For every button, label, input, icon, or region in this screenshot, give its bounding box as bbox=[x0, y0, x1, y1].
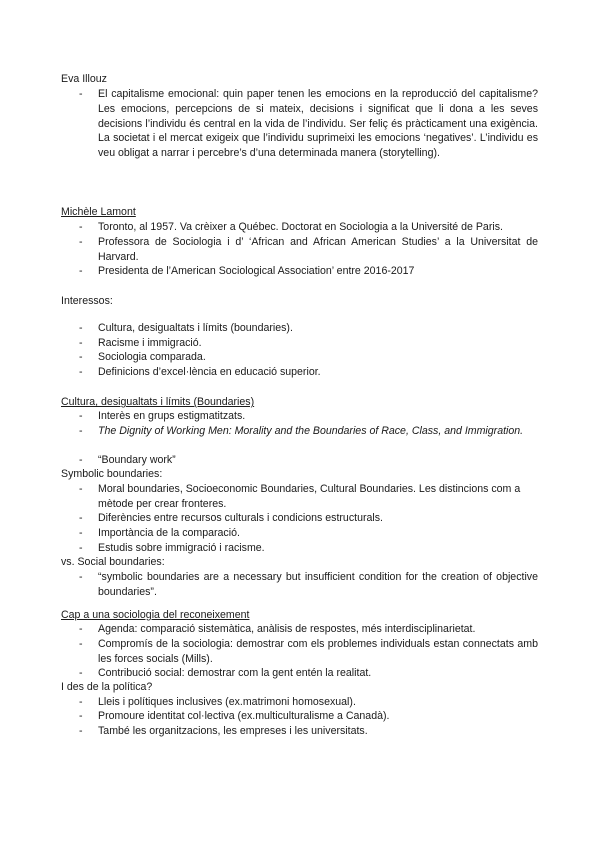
bullet-dash: - bbox=[79, 265, 83, 277]
bullet-dash: - bbox=[79, 483, 83, 495]
bullet-dash: - bbox=[79, 221, 83, 233]
bullet-dash: - bbox=[79, 638, 83, 650]
quote-item: “symbolic boundaries are a necessary but insufficient condition for the creation of objective boundaries”. bbox=[98, 571, 538, 598]
bullet-dash: - bbox=[79, 667, 83, 679]
bullet-dash: - bbox=[79, 337, 83, 349]
bullet-dash: - bbox=[79, 88, 83, 100]
list-item: També les organitzacions, les empreses i les universitats. bbox=[98, 725, 368, 737]
list-item: Compromís de la sociologia: demostrar com els problemes individuals estan connectats amb les forces socials (Mills). bbox=[98, 638, 538, 665]
list-item: Lleis i polítiques inclusives (ex.matrimoni homosexual). bbox=[98, 696, 356, 708]
list-item: Moral boundaries, Socioeconomic Boundaries, Cultural Boundaries. Les distincions com a mètode per crear fronteres. bbox=[98, 483, 521, 510]
bullet-dash: - bbox=[79, 236, 83, 248]
bullet-dash: - bbox=[79, 542, 83, 554]
section-heading-illouz: Eva Illouz bbox=[61, 73, 107, 85]
section-heading-politica: I des de la política? bbox=[61, 681, 153, 693]
list-item: Racisme i immigració. bbox=[98, 337, 202, 349]
bullet-dash: - bbox=[79, 512, 83, 524]
list-item: Definicions d’excel·lència en educació superior. bbox=[98, 366, 321, 378]
section-heading-lamont: Michèle Lamont bbox=[61, 206, 136, 218]
bullet-dash: - bbox=[79, 571, 83, 583]
list-item: Sociologia comparada. bbox=[98, 351, 206, 363]
bullet-dash: - bbox=[79, 410, 83, 422]
list-item: Interès en grups estigmatitzats. bbox=[98, 410, 246, 422]
list-item: Agenda: comparació sistemàtica, anàlisis de respostes, més interdisciplinarietat. bbox=[98, 623, 476, 635]
section-heading-reconeixement: Cap a una sociologia del reconeixement bbox=[61, 609, 250, 621]
list-item: Estudis sobre immigració i racisme. bbox=[98, 542, 265, 554]
list-item: Toronto, al 1957. Va crèixer a Québec. Doctorat en Sociologia a la Université de Paris. bbox=[98, 221, 503, 233]
book-title-item: The Dignity of Working Men: Morality and the Boundaries of Race, Class, and Immigration. bbox=[98, 425, 524, 437]
list-item: Diferències entre recursos culturals i condicions estructurals. bbox=[98, 512, 383, 524]
list-item: Importància de la comparació. bbox=[98, 527, 240, 539]
section-heading-cultura: Cultura, desigualtats i límits (Boundaries) bbox=[61, 396, 255, 408]
bullet-dash: - bbox=[79, 366, 83, 378]
bullet-dash: - bbox=[79, 351, 83, 363]
bullet-dash: - bbox=[79, 454, 83, 466]
bullet-dash: - bbox=[79, 425, 83, 437]
list-item: El capitalisme emocional: quin paper tenen les emocions en la reproducció del capitalisme? Les emocions, percepcions de si mateix, decisions i significat que li dona a les seves decisions l’individu és central en la vida de l’individu. Ser feliç és pràcticament una exigència. La societat i el mercat exigeix que l’individu suprimeixi les emocions ‘negatives’. L’individu es veu obligat a narrar i percebre’s d’una determinada manera (storytelling). bbox=[98, 88, 538, 160]
section-heading-symbolic: Symbolic boundaries: bbox=[61, 468, 163, 480]
bullet-dash: - bbox=[79, 710, 83, 722]
section-heading-interessos: Interessos: bbox=[61, 295, 113, 307]
list-item: Promoure identitat col·lectiva (ex.multiculturalisme a Canadà). bbox=[98, 710, 390, 722]
list-item: Cultura, desigualtats i límits (boundaries). bbox=[98, 322, 293, 334]
bullet-dash: - bbox=[79, 623, 83, 635]
bullet-dash: - bbox=[79, 527, 83, 539]
bullet-dash: - bbox=[79, 322, 83, 334]
section-heading-social: vs. Social boundaries: bbox=[61, 556, 165, 568]
list-item: “Boundary work” bbox=[98, 454, 176, 466]
list-item: Contribució social: demostrar com la gent entén la realitat. bbox=[98, 667, 372, 679]
bullet-dash: - bbox=[79, 725, 83, 737]
list-item: Professora de Sociologia i d’ ‘African and African American Studies’ a la Universitat de Harvard. bbox=[98, 236, 538, 263]
bullet-dash: - bbox=[79, 696, 83, 708]
list-item: Presidenta de l’American Sociological Association’ entre 2016-2017 bbox=[98, 265, 415, 277]
